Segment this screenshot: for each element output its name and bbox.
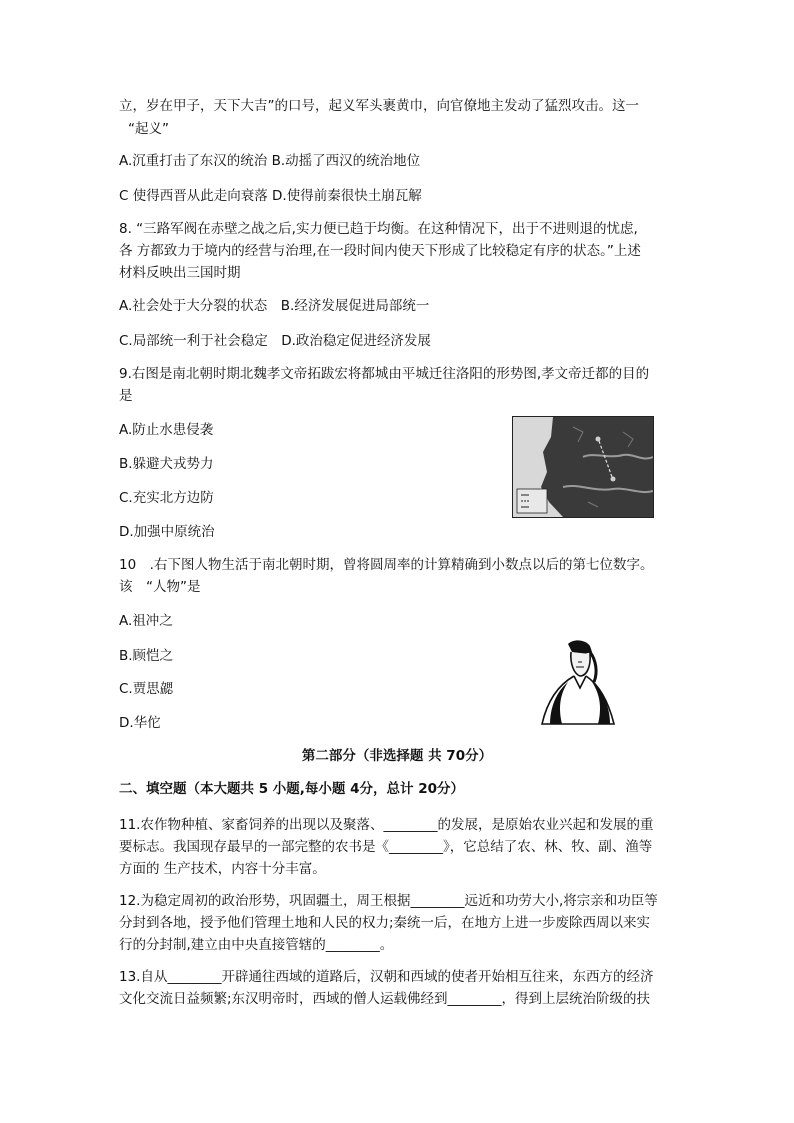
q7-options-ab: A.沉重打击了东汉的统治 B.动摇了西汉的统治地位 — [119, 153, 421, 169]
q13-line1: 13.自从________开辟通往西域的道路后，汉朝和西域的使者开始相互往来，东西方的经济 — [119, 969, 654, 985]
q11-line2: 要标志。我国现存最早的一部完整的农书是《________》，它总结了农、林、牧、副、渔等 — [119, 839, 653, 855]
q9-option-a: A.防止水患侵袭 — [119, 422, 214, 438]
q13-line2: 文化交流日益频繁;东汉明帝时，西域的僧人运载佛经到________，得到上层统治阶级的扶 — [119, 991, 651, 1007]
q9-option-c: C.充实北方边防 — [119, 490, 214, 506]
q9-stem-line1: 9.右图是南北朝时期北魏孝文帝拓跋宏将都城由平城迁往洛阳的形势图,孝文帝迁都的目的 — [119, 366, 650, 382]
portrait-graphic — [538, 638, 618, 734]
q8-options-cd: C.局部统一利于社会稳定 D.政治稳定促进经济发展 — [119, 333, 431, 349]
q8-options-ab: A.社会处于大分裂的状态 B.经济发展促进局部统一 — [119, 298, 430, 314]
q11-line3: 方面的 生产技术，内容十分丰富。 — [119, 861, 326, 877]
q7-options-cd: C 使得西晋从此走向衰落 D.使得前秦很快土崩瓦解 — [119, 188, 422, 204]
part2-heading: 第二部分（非选择题 共 70分） — [301, 748, 493, 764]
section-fill-in-heading: 二、填空题（本大题共 5 小题,每小题 4分，总计 20分） — [119, 781, 465, 797]
q10-stem-line2: 该 “人物”是 — [119, 579, 201, 595]
q9-stem-line2: 是 — [119, 388, 133, 404]
q12-line3: 行的分封制,建立由中央直接管辖的________。 — [119, 937, 394, 953]
zu-chongzhi-portrait — [538, 638, 618, 734]
q11-line1: 11.农作物种植、家畜饲养的出现以及聚落、________的发展，是原始农业兴起和发展的重 — [119, 817, 654, 833]
q12-line1: 12.为稳定周初的政治形势，巩固疆土，周王根据________远近和功劳大小,将宗亲和功臣等 — [119, 893, 658, 909]
q9-option-d: D.加强中原统治 — [119, 524, 215, 540]
q12-line2: 分封到各地，授予他们管理土地和人民的权力;秦统一后，在地方上进一步废除西周以来实 — [119, 915, 651, 931]
northern-wei-capital-move-map — [512, 416, 654, 518]
q10-option-d: D.华佗 — [119, 715, 161, 731]
q8-stem-line2: 各 方都致力于境内的经营与治理,在一段时间内使天下形成了比较稳定有序的状态。”上述 — [119, 243, 641, 259]
q10-option-c: C.贾思勰 — [119, 681, 174, 697]
q10-stem-line1: 10 .右下图人物生活于南北朝时期，曾将圆周率的计算精确到小数点以后的第七位数字。 — [119, 557, 654, 573]
q7-stem-line2: “起义” — [128, 121, 169, 137]
q10-option-b: B.顾恺之 — [119, 648, 174, 664]
q10-option-a: A.祖冲之 — [119, 613, 173, 629]
q9-option-b: B.躲避犬戎势力 — [119, 456, 214, 472]
q7-stem-line1: 立，岁在甲子，天下大吉”的口号，起义军头裹黄巾，向官僚地主发动了猛烈攻击。这一 — [119, 98, 639, 114]
q8-stem-line3: 材料反映出三国时期 — [119, 265, 241, 281]
q8-stem-line1: 8. “三路军阀在赤壁之战之后,实力便已趋于均衡。在这种情况下，出于不进则退的忧虑, — [119, 221, 638, 237]
map-graphic — [513, 417, 653, 517]
